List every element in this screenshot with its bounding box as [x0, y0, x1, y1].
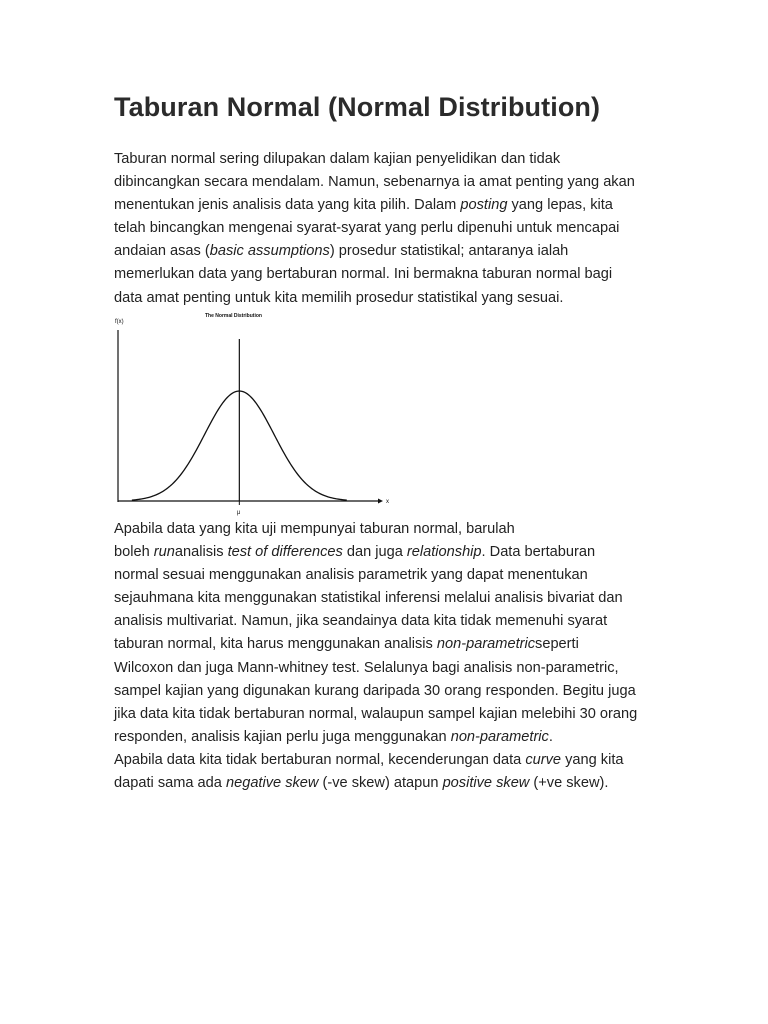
emphasis-test-of-differences: test of differences	[227, 544, 343, 561]
text-line: jika data kita tidak bertaburan normal, walaupun sampel kajian melebihi 30 orang	[114, 705, 638, 722]
text-line: dibincangkan secara mendalam. Namun, sebenarnya ia amat penting yang akan	[114, 174, 635, 191]
emphasis-non-parametric: non-parametric	[436, 636, 536, 653]
text-line: data amat penting untuk kita memilih prosedur statistikal yang sesuai.	[114, 289, 564, 306]
text-line: menentukan jenis analisis data yang kita pilih. Dalam posting yang lepas, kita	[114, 197, 613, 214]
emphasis-posting: posting	[460, 197, 508, 214]
text-line: normal sesuai menggunakan analisis parametrik yang dapat menentukan	[114, 567, 588, 584]
text-line: andaian asas (basic assumptions) prosedur statistikal; antaranya ialah	[114, 243, 569, 260]
chart-x-axis-label: x	[386, 499, 389, 505]
normal-distribution-chart	[110, 312, 400, 518]
emphasis-non-parametric: non-parametric	[450, 728, 549, 745]
text-line: sejauhmana kita menggunakan statistikal inferensi melalui analisis bivariat dan	[114, 590, 623, 607]
emphasis-negative-skew: negative skew	[225, 775, 319, 792]
intro-paragraph	[114, 148, 674, 310]
emphasis-relationship: relationship	[406, 544, 482, 561]
emphasis-positive-skew: positive skew	[442, 775, 530, 792]
text-line: Wilcoxon dan juga Mann-whitney test. Selalunya bagi analisis non-parametric,	[114, 659, 619, 676]
text-line: Apabila data kita tidak bertaburan normal, kecenderungan data curve yang kita	[114, 751, 624, 768]
text-line: boleh runanalisis test of differences dan juga relationship. Data bertaburan	[114, 544, 596, 561]
body-paragraph	[114, 518, 674, 795]
text-line: Taburan normal sering dilupakan dalam kajian penyelidikan dan tidak	[114, 151, 561, 167]
chart-svg	[110, 312, 400, 518]
emphasis-basic-assumptions: basic assumptions	[209, 243, 330, 260]
text-line: sampel kajian yang digunakan kurang daripada 30 orang responden. Begitu juga	[114, 682, 636, 699]
text-line: memerlukan data yang bertaburan normal. Ini bermakna taburan normal bagi	[114, 266, 613, 283]
chart-y-axis-label: f(x)	[115, 319, 124, 325]
text-line: responden, analisis kajian perlu juga menggunakan non-parametric.	[114, 728, 553, 745]
emphasis-curve: curve	[525, 751, 562, 768]
text-line: taburan normal, kita harus menggunakan analisis non-parametricseperti	[114, 636, 579, 653]
text-line: analisis multivariat. Namun, jika seandainya data kita tidak memenuhi syarat	[114, 613, 608, 630]
text-line: Apabila data yang kita uji mempunyai taburan normal, barulah	[114, 521, 515, 537]
text-line: telah bincangkan mengenai syarat-syarat yang perlu dipenuhi untuk mencapai	[114, 220, 620, 237]
chart-title: The Normal Distribution	[205, 313, 262, 319]
chart-x-axis-arrow	[378, 499, 383, 504]
emphasis-run: run	[153, 544, 175, 561]
page-title: Taburan Normal (Normal Distribution)	[114, 92, 601, 122]
text-line: dapati sama ada negative skew (-ve skew) atapun positive skew (+ve skew).	[114, 775, 609, 792]
chart-mean-label: μ	[236, 510, 241, 516]
